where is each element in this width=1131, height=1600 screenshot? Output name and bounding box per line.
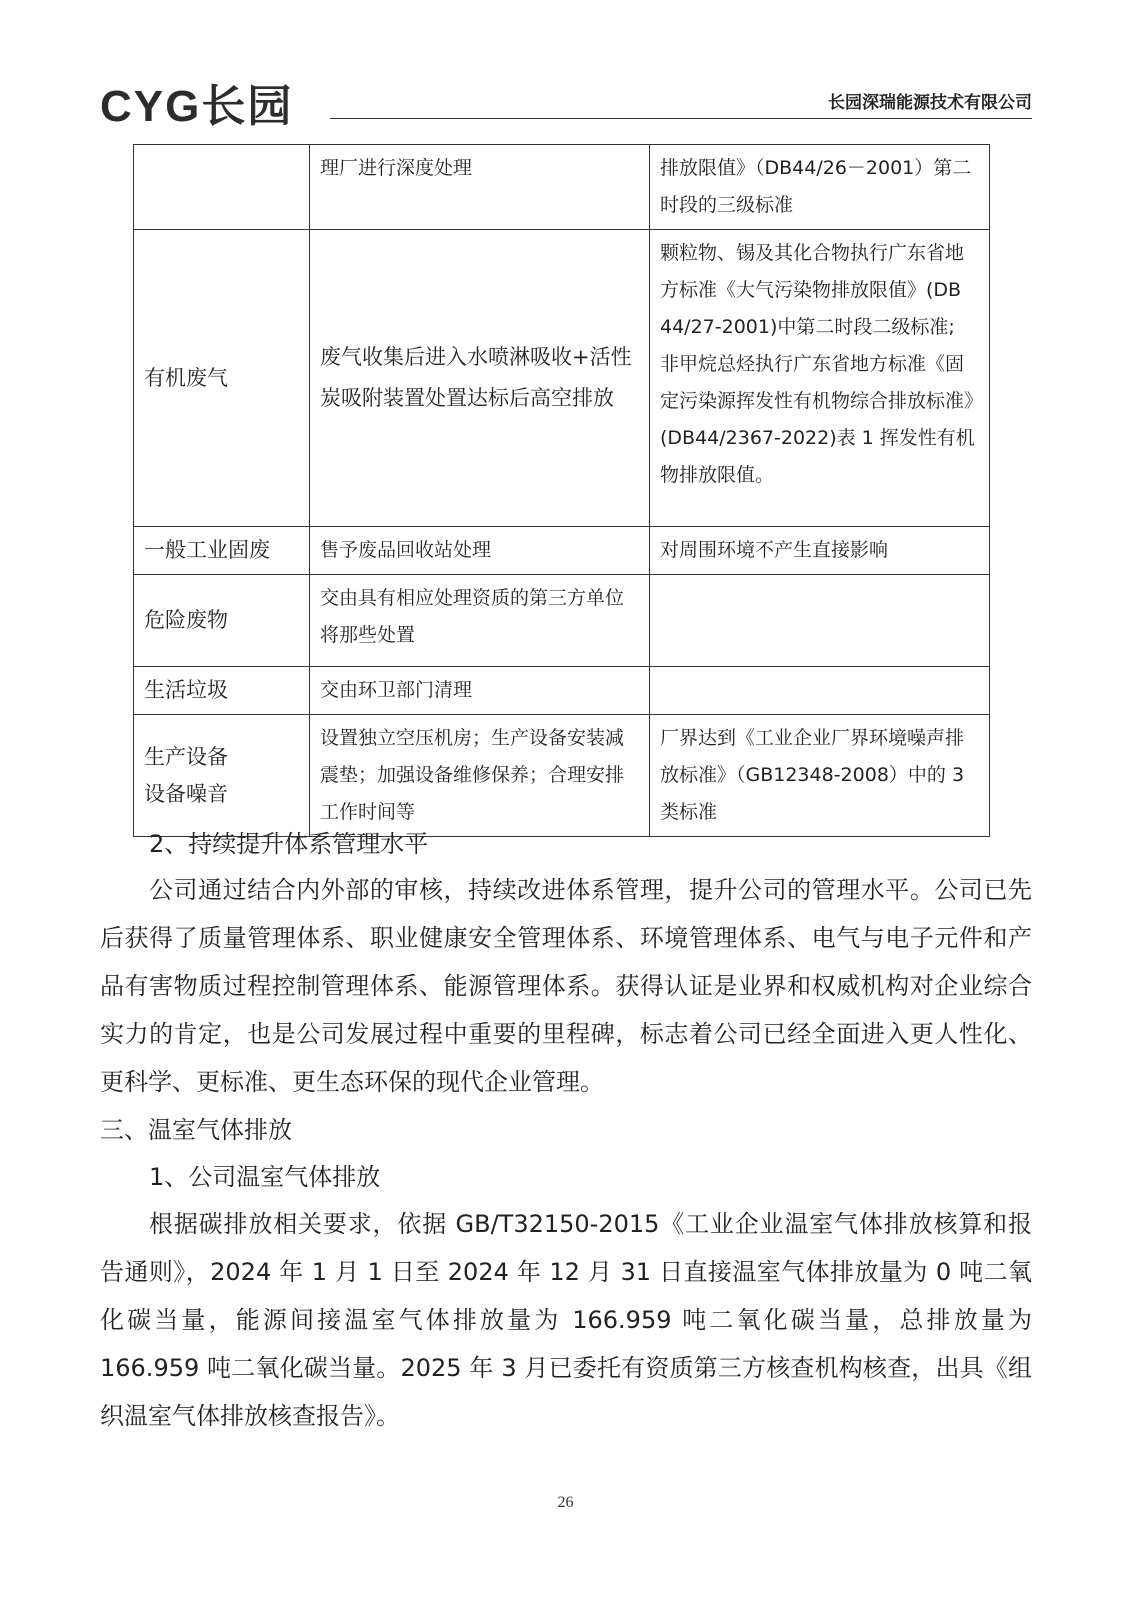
section3-heading: 三、温室气体排放 — [100, 1116, 292, 1144]
section2-body: 公司通过结合内外部的审核，持续改进体系管理，提升公司的管理水平。公司已先后获得了质量管理体系、职业健康安全管理体系、环境管理体系、电气与电子元件和产品有害物质过程控制管理体系、能源管理体系。获得认证是业界和权威机构对企业综合实力的肯定，也是公司发展过程中重要的里程碑，标志着公司已经全面进入更人性化、更科学、更标准、更生态环保的现代企业管理。 — [100, 876, 1032, 1096]
category-cell: 危险废物 — [134, 575, 310, 667]
section2-heading: 2、持续提升体系管理水平 — [149, 830, 429, 858]
standard-cell: 对周围环境不产生直接影响 — [650, 527, 990, 575]
section3-subheading: 1、公司温室气体排放 — [149, 1163, 381, 1191]
measure-cell: 理厂进行深度处理 — [310, 145, 650, 230]
measure-cell: 交由环卫部门清理 — [310, 667, 650, 715]
category-cell — [134, 715, 310, 837]
page-header — [100, 62, 1032, 131]
category-line-2: 设备噪音 — [144, 781, 228, 806]
standard-cell — [650, 667, 990, 715]
table-row — [134, 575, 990, 667]
table-row — [134, 667, 990, 715]
standard-cell — [650, 575, 990, 667]
page-number: 26 — [557, 1494, 574, 1511]
table-row — [134, 145, 990, 230]
table-row — [134, 230, 990, 527]
section3-body: 根据碳排放相关要求，依据 GB/T32150-2015《工业企业温室气体排放核算和报告通则》，2024 年 1 月 1 日至 2024 年 12 月 31 日直接温室气体排放量为 0 吨二氧化碳当量，能源间接温室气体排放量为 166.959 吨二氧化碳当量，总排放量为 166.959 吨二氧化碳当量。2025 年 3 月已委托有资质第三方核查机构核查，出具《组织温室气体排放核查报告》。 — [100, 1210, 1032, 1430]
standard-cell: 厂界达到《工业企业厂界环境噪声排放标准》（GB12348-2008）中的 3 类标准 — [650, 715, 990, 837]
measure-cell: 售予废品回收站处理 — [310, 527, 650, 575]
standard-text: 颗粒物、锡及其化合物执行广东省地方标准《大气污染物排放限值》(DB 44/27-2001)中第二时段二级标准; — [660, 242, 965, 338]
category-cell — [134, 145, 310, 230]
category-cell: 一般工业固废 — [134, 527, 310, 575]
category-line-1: 生产设备 — [144, 744, 228, 769]
measure-cell: 设置独立空压机房；生产设备安装减震垫；加强设备维修保养；合理安排工作时间等 — [310, 715, 650, 837]
measure-cell: 交由具有相应处理资质的第三方单位将那些处置 — [310, 575, 650, 667]
category-cell: 有机废气 — [134, 230, 310, 527]
table-row — [134, 527, 990, 575]
standard-text-2: 非甲烷总烃执行广东省地方标准《固定污染源挥发性有机物综合排放标准》(DB44/2367-2022)表 1 挥发性有机物排放限值。 — [660, 353, 975, 486]
measure-cell: 废气收集后进入水喷淋吸收+活性炭吸附装置处置达标后高空排放 — [310, 230, 650, 527]
header-divider — [330, 118, 1032, 119]
pollution-control-table — [133, 144, 990, 837]
table-row — [134, 715, 990, 837]
standard-cell — [650, 230, 990, 527]
standard-cell: 排放限值》（DB44/26－2001）第二时段的三级标准 — [650, 145, 990, 230]
company-name: 长园深瑞能源技术有限公司 — [828, 93, 1032, 113]
category-cell: 生活垃圾 — [134, 667, 310, 715]
company-logo: CYG长园 — [100, 82, 294, 131]
